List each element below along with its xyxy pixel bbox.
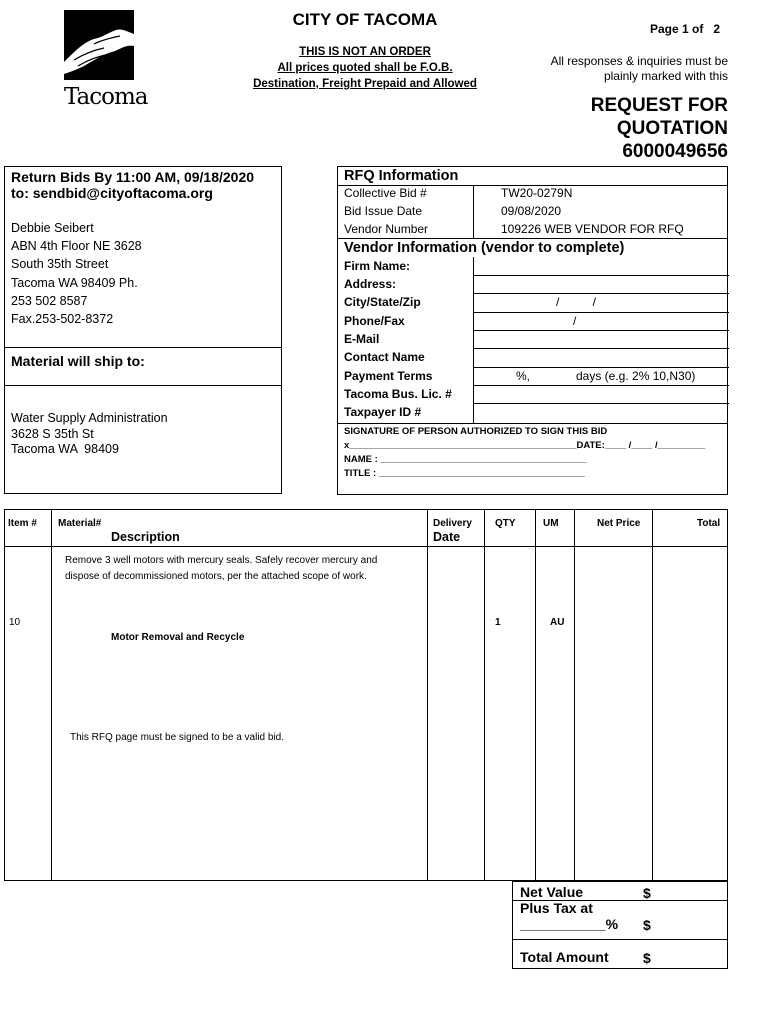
fob-line-1: All prices quoted shall be F.O.B. — [277, 62, 453, 74]
city-title: CITY OF TACOMA — [292, 10, 438, 29]
contact-name-field[interactable] — [473, 367, 729, 368]
bid-issue-date-label: Bid Issue Date — [344, 204, 423, 218]
divider — [5, 347, 281, 348]
buyer-line: Debbie Seibert — [11, 221, 94, 235]
buyer-line: South 35th Street — [11, 257, 109, 272]
tax-dollar[interactable]: $ — [643, 917, 651, 933]
logo-wordmark: Tacoma — [64, 84, 148, 110]
vendor-number-label: Vendor Number — [344, 222, 429, 236]
divider — [473, 330, 729, 331]
city-state-zip-label: City/State/Zip — [344, 295, 421, 309]
signature-title: SIGNATURE OF PERSON AUTHORIZED TO SIGN THIS BID — [344, 426, 608, 437]
header-total: Total — [697, 518, 721, 529]
collective-bid-label: Collective Bid # — [344, 186, 427, 200]
return-bids-box — [4, 166, 282, 494]
phone-fax-field[interactable]: / — [573, 314, 577, 328]
net-value-dollar[interactable]: $ — [643, 885, 651, 901]
phone-fax-label: Phone/Fax — [344, 314, 405, 328]
rfq-vendor-box — [337, 166, 728, 495]
header-date: Date — [433, 530, 461, 544]
header-um: UM — [543, 518, 559, 529]
city-logo — [64, 10, 148, 112]
total-amount-dollar[interactable]: $ — [643, 950, 651, 966]
description-line-2: dispose of decommissioned motors, per the attached scope of work. — [65, 571, 367, 582]
ship-to-line: Tacoma WA 98409 — [11, 442, 119, 456]
header-description: Description — [111, 530, 180, 544]
buyer-contact — [11, 219, 142, 328]
contact-name-label: Contact Name — [344, 350, 425, 364]
divider — [473, 385, 729, 386]
divider — [5, 546, 727, 547]
payment-terms-days: days (e.g. 2% 10,N30) — [576, 369, 696, 383]
address-label: Address: — [344, 277, 397, 291]
divider — [473, 185, 474, 238]
email-field[interactable] — [473, 348, 729, 349]
item-short-text: Motor Removal and Recycle — [111, 632, 245, 643]
mountain-logo-icon — [64, 10, 134, 80]
divider — [427, 510, 428, 880]
signature-title-line[interactable]: TITLE : _______________________________________ — [344, 468, 585, 479]
signature-required-note: This RFQ page must be signed to be a valid bid. — [70, 732, 285, 743]
header-qty: QTY — [495, 518, 516, 529]
inquiries-line-2: plainly marked with this — [603, 69, 728, 83]
item-qty: 1 — [495, 617, 501, 628]
divider — [51, 510, 52, 880]
not-order-line: THIS IS NOT AN ORDER — [299, 46, 431, 58]
header-net-price: Net Price — [597, 518, 641, 529]
rfq-heading-line-1: REQUEST FOR — [590, 95, 728, 116]
ship-to-line: Water Supply Administration — [11, 411, 168, 425]
plus-tax-label: Plus Tax at — [520, 900, 593, 916]
divider — [574, 510, 575, 880]
inquiries-note — [520, 54, 728, 84]
payment-terms-pct[interactable]: %, — [516, 369, 531, 383]
vendor-number-value: 109226 WEB VENDOR FOR RFQ — [501, 222, 684, 236]
header-material: Material# — [58, 518, 102, 529]
item-number: 10 — [9, 617, 21, 628]
business-license-label: Tacoma Bus. Lic. # — [344, 387, 452, 401]
buyer-line: Fax.253-502-8372 — [11, 312, 114, 327]
signature-name-line[interactable]: NAME : _______________________________________ — [344, 454, 587, 465]
header-delivery: Delivery — [433, 518, 472, 529]
taxpayer-id-label: Taxpayer ID # — [344, 405, 422, 419]
address-field[interactable] — [473, 293, 729, 294]
ship-to-title: Material will ship to: — [11, 353, 145, 369]
ship-to-line: 3628 S 35th St — [11, 426, 94, 441]
return-bids-line-1: Return Bids By 11:00 AM, 09/18/2020 — [11, 169, 255, 185]
totals-box — [512, 881, 728, 969]
fob-line-2: Destination, Freight Prepaid and Allowed — [253, 78, 477, 90]
rfq-number: 6000049656 — [622, 141, 728, 162]
inquiries-line-1: All responses & inquiries must be — [550, 54, 728, 68]
collective-bid-value: TW20-0279N — [501, 186, 573, 200]
buyer-line: Tacoma WA 98409 Ph. — [11, 275, 138, 290]
email-label: E-Mail — [344, 332, 380, 346]
divider — [652, 510, 653, 880]
rfq-info-title: RFQ Information — [344, 168, 459, 184]
total-amount-label: Total Amount — [520, 949, 609, 965]
rfq-heading-line-2: QUOTATION — [616, 118, 728, 139]
item-um: AU — [550, 617, 565, 628]
divider — [338, 238, 727, 239]
bid-issue-date-value: 09/08/2020 — [501, 204, 562, 218]
divider — [513, 939, 727, 940]
page-indicator: Page 1 of 2 — [649, 22, 720, 36]
not-order-notice — [230, 44, 500, 92]
payment-terms-label: Payment Terms — [344, 369, 433, 383]
business-license-field[interactable] — [473, 403, 729, 404]
divider — [5, 385, 281, 386]
divider — [473, 257, 474, 423]
divider — [484, 510, 485, 880]
header-item: Item # — [8, 518, 37, 529]
return-bids-line-2: to: sendbid@cityoftacoma.org — [11, 185, 213, 201]
ship-to-address — [11, 411, 168, 458]
divider — [473, 312, 729, 313]
net-value-label: Net Value — [520, 884, 584, 900]
city-state-zip-field[interactable]: / / — [556, 295, 597, 309]
buyer-line: 253 502 8587 — [11, 293, 88, 308]
vendor-info-title: Vendor Information (vendor to complete) — [344, 240, 625, 256]
tax-rate-field[interactable]: ___________% — [520, 916, 619, 932]
rfq-heading — [520, 94, 728, 163]
divider — [535, 510, 536, 880]
signature-line[interactable]: x___________________________________________DATE:____ /____ /_________ — [344, 440, 706, 451]
description-line-1: Remove 3 well motors with mercury seals. Safely recover mercury and — [65, 555, 378, 566]
firm-name-field[interactable] — [473, 275, 729, 276]
return-bids-text — [11, 169, 254, 201]
buyer-line: ABN 4th Floor NE 3628 — [11, 239, 142, 254]
firm-name-label: Firm Name: — [344, 259, 411, 273]
items-table — [4, 509, 728, 881]
taxpayer-id-field[interactable] — [338, 423, 727, 424]
